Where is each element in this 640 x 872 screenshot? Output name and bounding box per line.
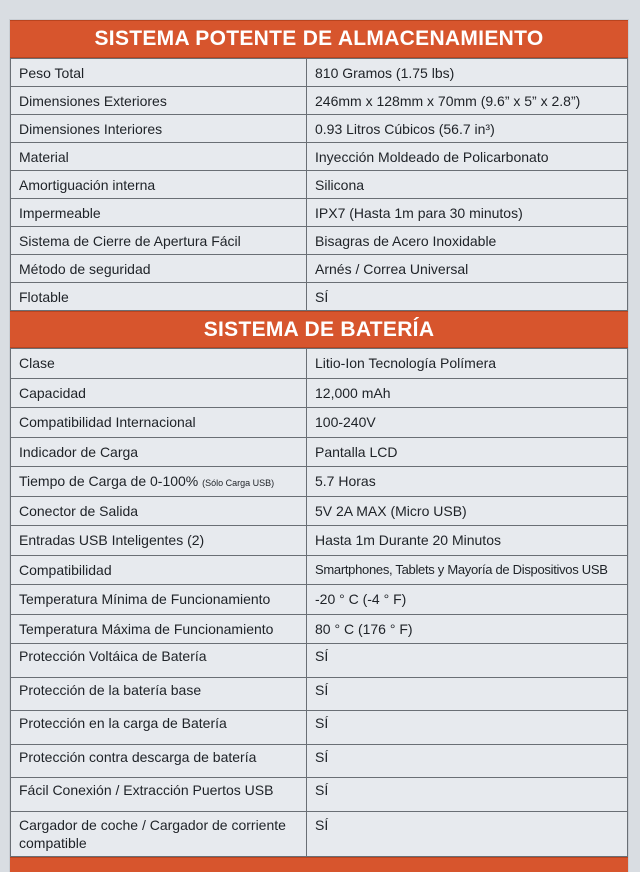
spec-value: 5.7 Horas — [307, 467, 628, 497]
spec-value: Arnés / Correa Universal — [307, 255, 628, 283]
spec-value: SÍ — [307, 778, 628, 812]
section-header-battery — [10, 311, 628, 348]
spec-value: SÍ — [307, 711, 628, 745]
spec-sheet — [10, 20, 628, 872]
spec-label: Método de seguridad — [11, 255, 307, 283]
section-footer-band — [10, 857, 628, 872]
table-row — [11, 744, 628, 778]
spec-value: SÍ — [307, 644, 628, 678]
section-title: SISTEMA POTENTE DE ALMACENAMIENTO — [94, 27, 544, 50]
spec-value: SÍ — [307, 811, 628, 856]
spec-label: Protección contra descarga de batería — [11, 744, 307, 778]
spec-value: SÍ — [307, 677, 628, 711]
table-row — [11, 408, 628, 438]
spec-label: Conector de Salida — [11, 496, 307, 526]
spec-value: 246mm x 128mm x 70mm (9.6” x 5” x 2.8”) — [307, 87, 628, 115]
table-row — [11, 711, 628, 745]
spec-value: Litio-Ion Tecnología Polímera — [307, 349, 628, 379]
spec-value: Bisagras de Acero Inoxidable — [307, 227, 628, 255]
spec-label: Tiempo de Carga de 0-100% — [19, 473, 199, 490]
spec-label: Compatibilidad — [11, 555, 307, 585]
table-row — [11, 283, 628, 311]
spec-label: Cargador de coche / Cargador de corriente compatible — [11, 811, 307, 856]
spec-label: Amortiguación interna — [11, 171, 307, 199]
table-row — [11, 378, 628, 408]
table-row — [11, 585, 628, 615]
spec-label-note: (Sólo Carga USB) — [202, 478, 275, 489]
spec-value: Inyección Moldeado de Policarbonato — [307, 143, 628, 171]
spec-label: Indicador de Carga — [11, 437, 307, 467]
storage-spec-table — [10, 58, 628, 311]
table-row — [11, 644, 628, 678]
spec-label: Capacidad — [11, 378, 307, 408]
spec-label: Temperatura Mínima de Funcionamiento — [11, 585, 307, 615]
table-row — [11, 437, 628, 467]
spec-label: Fácil Conexión / Extracción Puertos USB — [11, 778, 307, 812]
spec-label: Dimensiones Exteriores — [11, 87, 307, 115]
spec-label: Impermeable — [11, 199, 307, 227]
table-row — [11, 526, 628, 556]
spec-label: Peso Total — [11, 59, 307, 87]
spec-value: Hasta 1m Durante 20 Minutos — [307, 526, 628, 556]
spec-value: -20 ° C (-4 ° F) — [307, 585, 628, 615]
table-row — [11, 227, 628, 255]
table-row — [11, 199, 628, 227]
table-row — [11, 349, 628, 379]
table-row — [11, 496, 628, 526]
table-row — [11, 811, 628, 856]
spec-value: Silicona — [307, 171, 628, 199]
table-row — [11, 614, 628, 644]
table-row — [11, 115, 628, 143]
spec-label: Material — [11, 143, 307, 171]
spec-label: Protección en la carga de Batería — [11, 711, 307, 745]
spec-label: Protección Voltáica de Batería — [11, 644, 307, 678]
spec-value: SÍ — [307, 744, 628, 778]
table-row — [11, 255, 628, 283]
table-row — [11, 467, 628, 497]
section-header-storage — [10, 20, 628, 58]
spec-value: Smartphones, Tablets y Mayoría de Dispositivos USB — [307, 555, 628, 585]
spec-value: 0.93 Litros Cúbicos (56.7 in³) — [307, 115, 628, 143]
spec-value: Pantalla LCD — [307, 437, 628, 467]
spec-label-cell — [11, 467, 307, 497]
spec-label: Entradas USB Inteligentes (2) — [11, 526, 307, 556]
table-row — [11, 59, 628, 87]
spec-value: 810 Gramos (1.75 lbs) — [307, 59, 628, 87]
table-row — [11, 171, 628, 199]
spec-value: 5V 2A MAX (Micro USB) — [307, 496, 628, 526]
spec-value: 100-240V — [307, 408, 628, 438]
spec-label: Compatibilidad Internacional — [11, 408, 307, 438]
spec-label: Dimensiones Interiores — [11, 115, 307, 143]
spec-label: Sistema de Cierre de Apertura Fácil — [11, 227, 307, 255]
table-row — [11, 677, 628, 711]
spec-label: Flotable — [11, 283, 307, 311]
table-row — [11, 778, 628, 812]
spec-label: Protección de la batería base — [11, 677, 307, 711]
spec-value: IPX7 (Hasta 1m para 30 minutos) — [307, 199, 628, 227]
section-title: SISTEMA DE BATERÍA — [203, 317, 435, 341]
battery-spec-table — [10, 348, 628, 857]
spec-value: SÍ — [307, 283, 628, 311]
spec-label: Clase — [11, 349, 307, 379]
table-row — [11, 87, 628, 115]
spec-value: 80 ° C (176 ° F) — [307, 614, 628, 644]
spec-label: Temperatura Máxima de Funcionamiento — [11, 614, 307, 644]
spec-value: 12,000 mAh — [307, 378, 628, 408]
table-row — [11, 143, 628, 171]
table-row — [11, 555, 628, 585]
